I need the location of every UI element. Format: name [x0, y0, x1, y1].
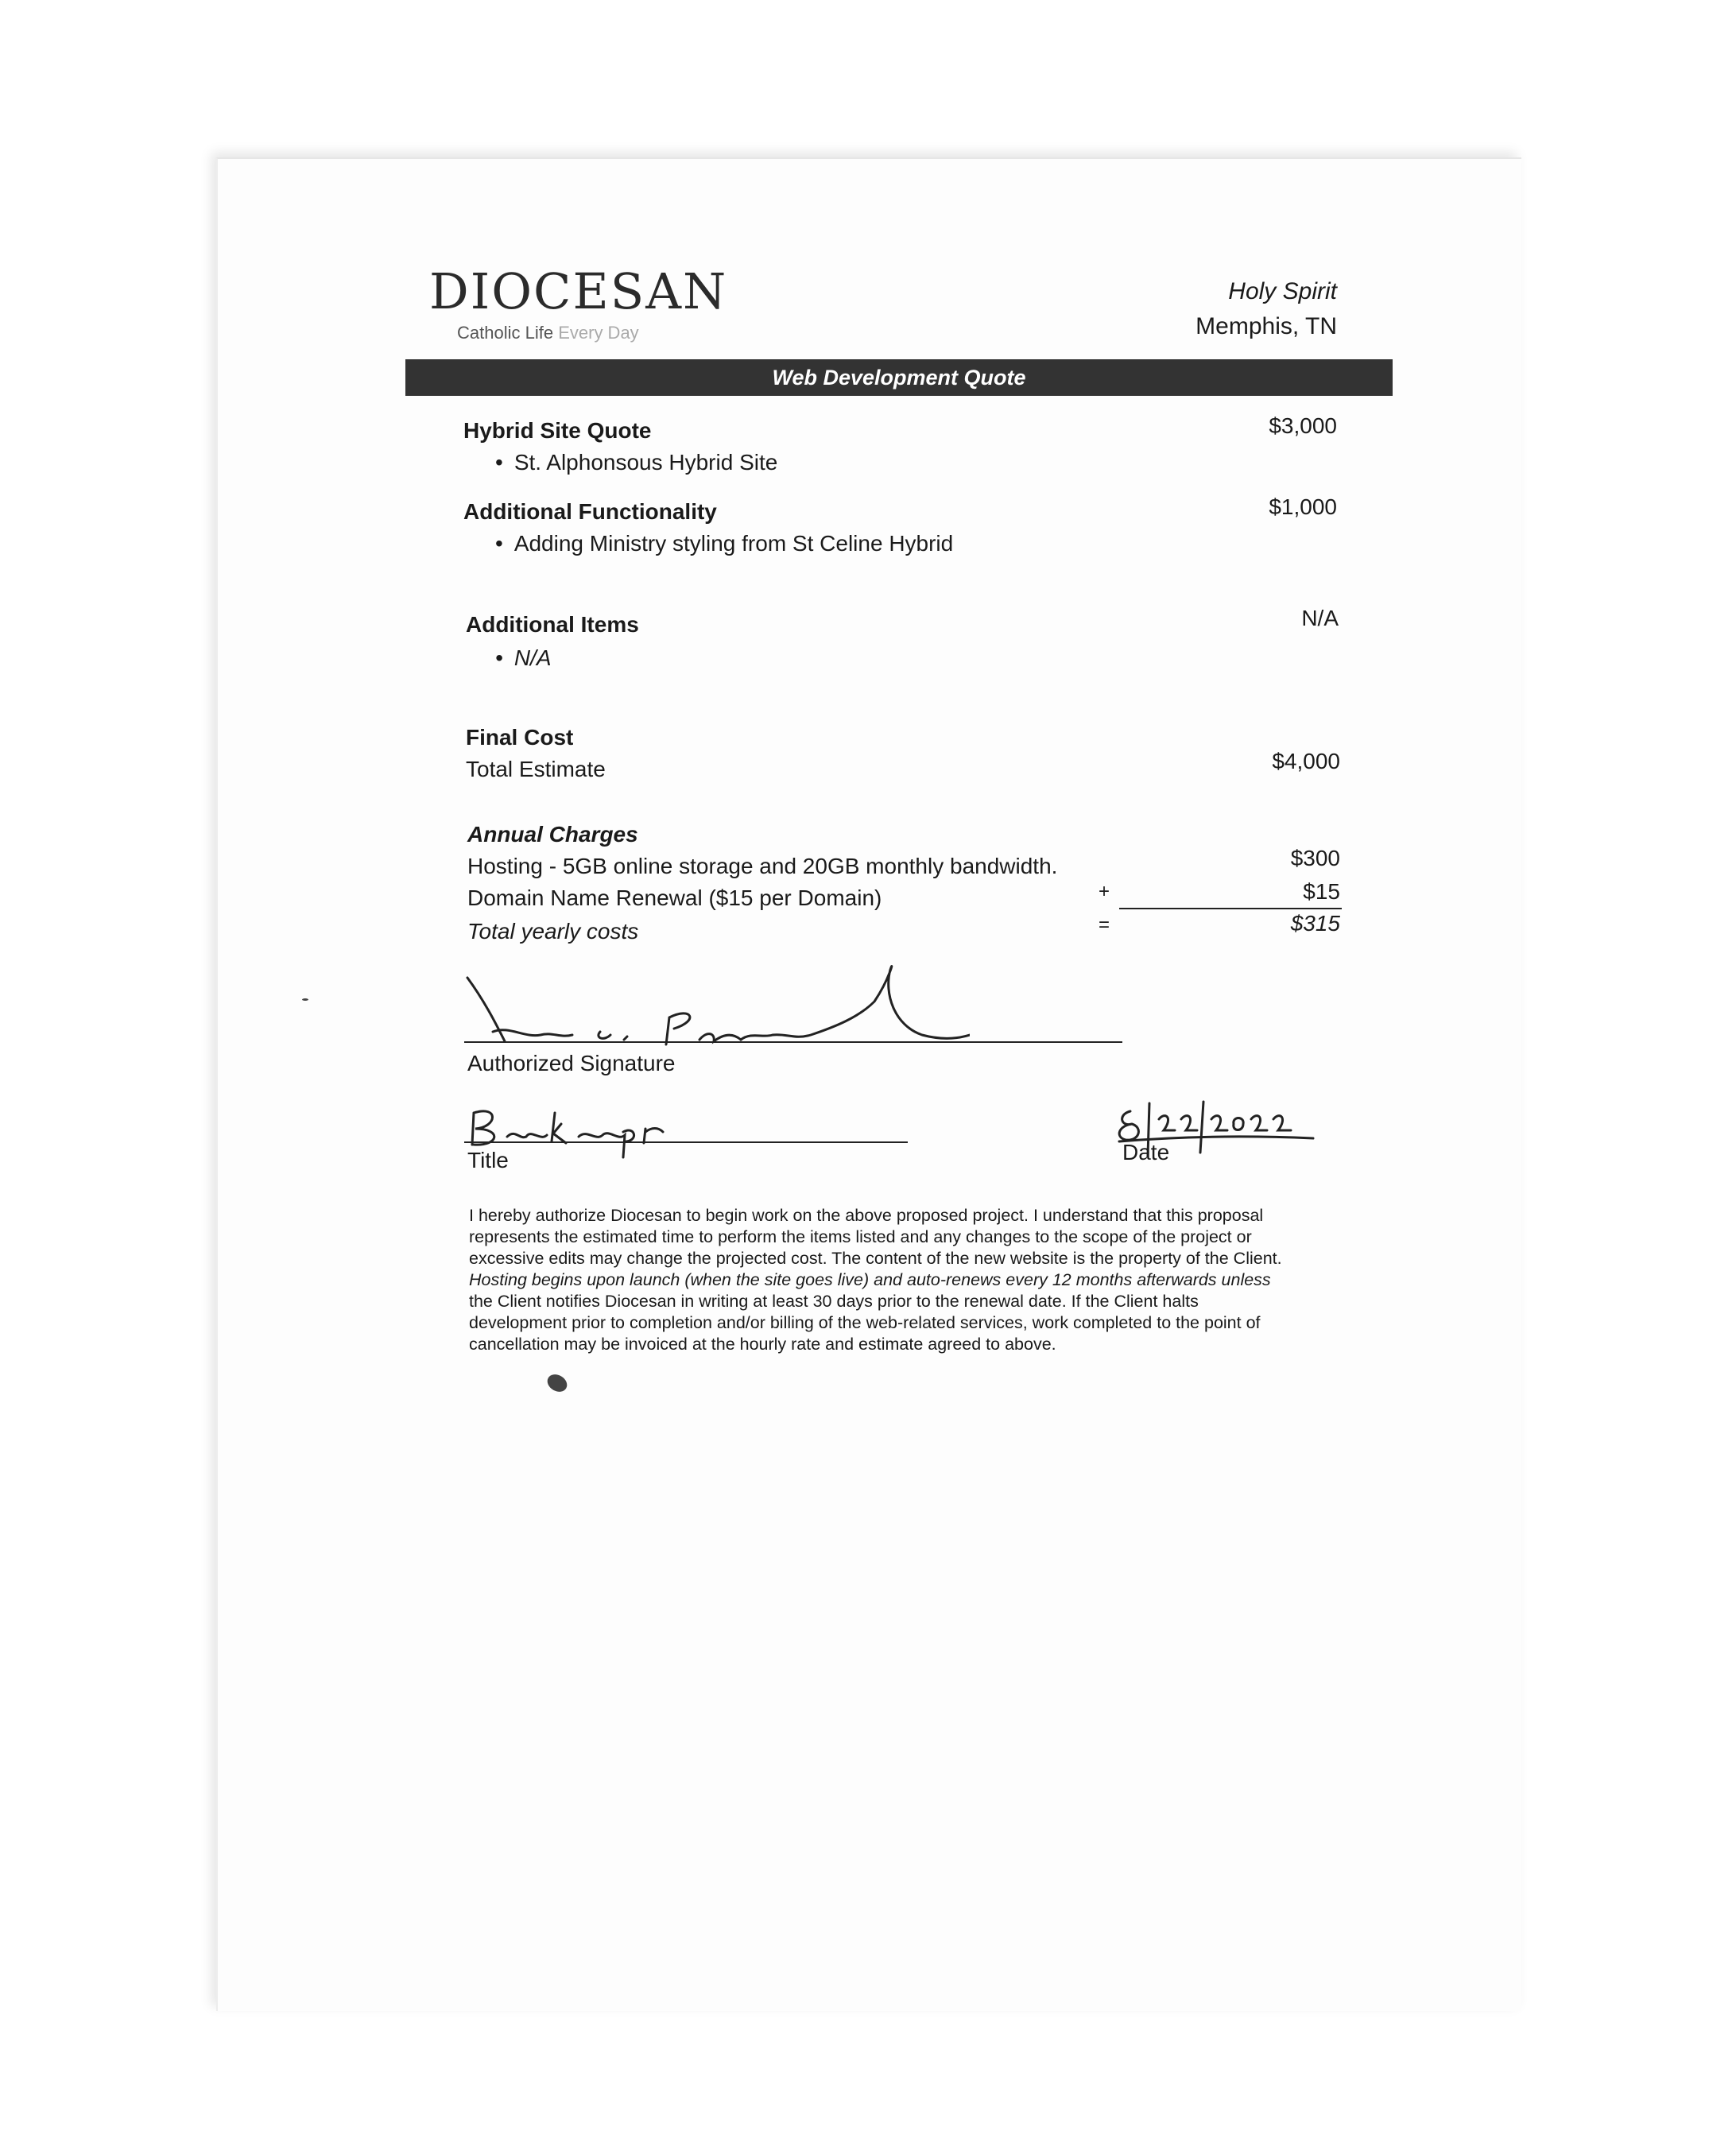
- title-line: [464, 1141, 908, 1143]
- additional-amount: N/A: [1301, 606, 1339, 630]
- functionality-title: Additional Functionality: [463, 499, 717, 524]
- terms-line: Hosting begins upon launch (when the site goes live) and auto-renews every 12 months afterwards unless: [469, 1270, 1271, 1289]
- quote-banner: Web Development Quote: [405, 359, 1393, 396]
- date-label: Date: [1122, 1140, 1170, 1165]
- terms-paragraph: [469, 1205, 1351, 1355]
- signature-line: [464, 1041, 1122, 1043]
- terms-line: represents the estimated time to perform the items listed and any changes to the scope of the project or: [469, 1227, 1252, 1246]
- plus-operator: +: [1099, 881, 1110, 902]
- functionality-item: • Adding Ministry styling from St Celine Hybrid: [495, 531, 953, 556]
- title-label: Title: [467, 1148, 509, 1172]
- additional-title: Additional Items: [466, 612, 639, 637]
- functionality-amount: $1,000: [1269, 494, 1337, 519]
- sum-rule: [1119, 908, 1342, 909]
- domain-label: Domain Name Renewal ($15 per Domain): [467, 885, 882, 910]
- terms-line: development prior to completion and/or billing of the web-related services, work completed to the point of: [469, 1313, 1261, 1332]
- hybrid-amount: $3,000: [1269, 413, 1337, 438]
- terms-line: I hereby authorize Diocesan to begin work on the above proposed project. I understand that this proposal: [469, 1206, 1264, 1225]
- logo-tagline: Catholic Life Every Day: [457, 323, 639, 343]
- client-parish: Holy Spirit: [1228, 278, 1337, 304]
- additional-item: • N/A: [495, 645, 552, 671]
- client-city: Memphis, TN: [1195, 313, 1337, 339]
- total-yearly-label: Total yearly costs: [467, 919, 639, 944]
- diocesan-logo: DIOCESAN: [429, 262, 728, 320]
- scan-speck: [302, 998, 308, 1001]
- hosting-amount: $300: [1290, 846, 1340, 870]
- final-label: Total Estimate: [466, 757, 606, 781]
- equals-operator: =: [1099, 914, 1110, 936]
- hybrid-title: Hybrid Site Quote: [463, 418, 652, 443]
- terms-line: cancellation may be invoiced at the hourly rate and estimate agreed to above.: [469, 1335, 1056, 1354]
- terms-line: the Client notifies Diocesan in writing at least 30 days prior to the renewal date. If the Client halts: [469, 1292, 1199, 1311]
- final-title: Final Cost: [466, 725, 574, 750]
- domain-amount: $15: [1303, 879, 1340, 904]
- hosting-label: Hosting - 5GB online storage and 20GB monthly bandwidth.: [467, 854, 1058, 878]
- terms-line: excessive edits may change the projected cost. The content of the new website is the property of the Client.: [469, 1249, 1282, 1268]
- signature-label: Authorized Signature: [467, 1051, 676, 1075]
- annual-title: Annual Charges: [467, 822, 638, 847]
- final-amount: $4,000: [1272, 749, 1340, 773]
- hybrid-item: • St. Alphonsous Hybrid Site: [495, 450, 777, 475]
- total-yearly-amount: $315: [1290, 911, 1340, 936]
